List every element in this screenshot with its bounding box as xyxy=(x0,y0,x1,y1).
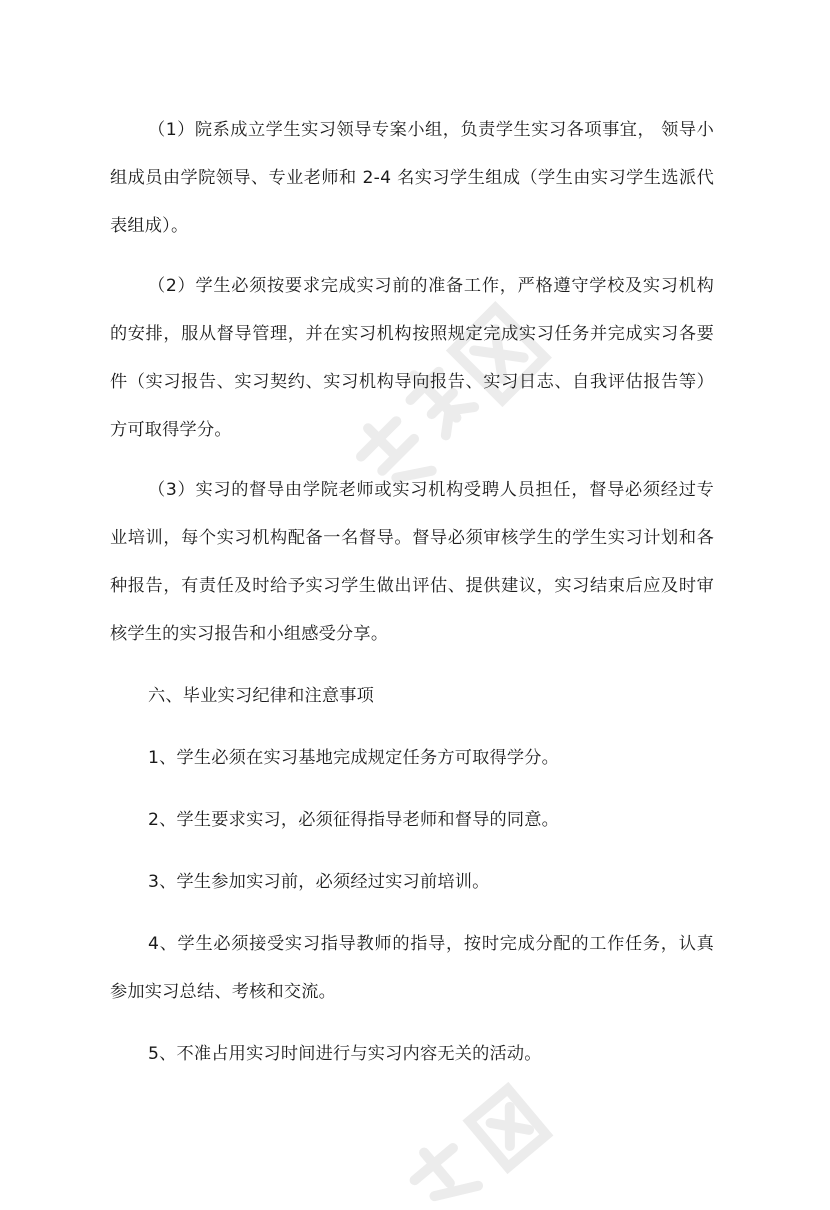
paragraph-1: （1）院系成立学生实习领导专案小组，负责学生实习各项事宜， 领导小组成员由学院领导、专业老师和 2-4 名实习学生组成（学生由实习学生选派代表组成）。 xyxy=(110,120,714,236)
rule-item-3: 3、学生参加实习前，必须经过实习前培训。 xyxy=(148,872,490,892)
rule-item-1: 1、学生必须在实习基地完成规定任务方可取得学分。 xyxy=(148,748,560,768)
rule-item-5: 5、不准占用实习时间进行与实习内容无关的活动。 xyxy=(148,1044,542,1064)
section-heading: 六、毕业实习纪律和注意事项 xyxy=(148,686,375,706)
document-body xyxy=(110,106,714,1078)
paragraph-3: （3）实习的督导由学院老师或实习机构受聘人员担任，督导必须经过专业培训，每个实习机构配备一名督导。督导必须审核学生的学生实习计划和各种报告，有责任及时给予实习学生做出评估、提供建议，实习结束后应及时审核学生的实习报告和小组感受分享。 xyxy=(110,480,714,644)
rule-item-2: 2、学生要求实习，必须征得指导老师和督导的同意。 xyxy=(148,810,560,830)
rule-item-4: 4、学生必须接受实习指导教师的指导，按时完成分配的工作任务，认真参加实习总结、考核和交流。 xyxy=(110,934,714,1002)
paragraph-2: （2）学生必须按要求完成实习前的准备工作，严格遵守学校及实习机构的安排，服从督导管理，并在实习机构按照规定完成实习任务并完成实习各要件（实习报告、实习契约、实习机构导向报告、实习日志、自我评估报告等）方可取得学分。 xyxy=(110,276,714,440)
